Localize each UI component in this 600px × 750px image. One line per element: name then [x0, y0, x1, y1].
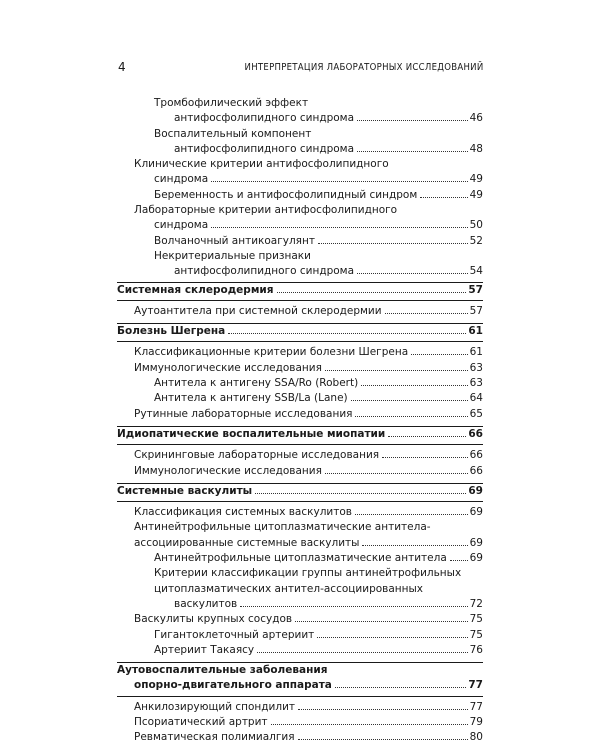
toc-entry	[117, 628, 483, 643]
dot-leader	[277, 292, 467, 293]
toc-entry-row	[117, 678, 483, 693]
toc-entry-row	[117, 345, 483, 360]
toc-entry-row	[117, 427, 483, 442]
toc-entry	[117, 612, 483, 627]
toc-entry-title-line: Критерии классификации группы антинейтрофильных	[154, 567, 462, 580]
toc-page-number: 63	[469, 377, 483, 390]
toc-entry	[117, 643, 483, 658]
toc-page-number: 52	[469, 234, 483, 247]
toc-entry-title: Классификация системных васкулитов	[134, 506, 352, 519]
toc-entry-title: Антинейтрофильные цитоплазматические антитела	[154, 552, 447, 565]
toc-entry-title: Иммунологические исследования	[134, 464, 322, 477]
toc-entry-title: синдрома	[154, 219, 209, 232]
toc-entry-title-line: Антинейтрофильные цитоплазматические антитела-	[134, 521, 431, 534]
toc-entry	[117, 188, 483, 203]
dot-leader	[211, 227, 467, 228]
toc-entry-title: Васкулиты крупных сосудов	[134, 613, 293, 626]
toc-entry-row	[117, 484, 483, 499]
toc-entry	[117, 700, 483, 715]
toc-section-heading	[117, 323, 483, 342]
toc-entry-title: Волчаночный антикоагулянт	[154, 234, 315, 247]
toc-entry-row	[117, 376, 483, 391]
toc-entry-row	[117, 505, 483, 520]
toc-entry-row	[117, 391, 483, 406]
dot-leader	[411, 354, 467, 355]
dot-leader	[361, 385, 467, 386]
toc-entry-title-line: Тромбофилический эффект	[154, 97, 309, 109]
dot-leader	[420, 197, 467, 198]
toc-entry-row	[117, 188, 483, 203]
dot-leader	[325, 473, 468, 474]
toc-entry-row	[117, 407, 483, 422]
toc-entry	[117, 345, 483, 360]
toc-page-number: 65	[469, 407, 483, 420]
toc-page-number: 64	[469, 392, 483, 405]
toc-entry-title: Антитела к антигену SSA/Ro (Robert)	[154, 377, 359, 390]
toc-entry-title: опорно-двигательного аппарата	[134, 679, 332, 692]
dot-leader	[298, 739, 468, 740]
section-divider	[117, 501, 483, 502]
toc-entry-title: антифосфолипидного синдрома	[174, 142, 355, 155]
toc-entry-row	[117, 172, 483, 187]
page-number: 4	[118, 60, 126, 74]
dot-leader	[357, 120, 468, 121]
toc-entry-title: Антитела к антигену SSB/La (Lane)	[154, 392, 348, 405]
toc-entry-title: синдрома	[154, 173, 209, 186]
toc-entry-row	[117, 628, 483, 643]
dot-leader	[450, 560, 468, 561]
toc-page-number: 77	[468, 679, 483, 692]
toc-entry-title-line: Аутовоспалительные заболевания	[117, 664, 328, 677]
dot-leader	[362, 545, 467, 546]
toc-entry	[117, 249, 483, 280]
toc-entry-title: антифосфолипидного синдрома	[174, 112, 355, 125]
toc-entry	[117, 551, 483, 566]
toc-entry	[117, 203, 483, 234]
toc-page-number: 57	[468, 283, 483, 296]
toc-entry	[117, 448, 483, 463]
dot-leader	[385, 313, 468, 314]
dot-leader	[298, 709, 468, 710]
toc-page-number: 69	[469, 552, 483, 565]
toc-page-number: 54	[469, 265, 483, 278]
toc-entry-row	[117, 597, 483, 612]
dot-leader	[271, 724, 468, 725]
dot-leader	[255, 493, 466, 494]
toc-entry	[117, 730, 483, 745]
dot-leader	[355, 514, 468, 515]
toc-page-number: 75	[469, 628, 483, 641]
toc-page-number: 48	[469, 142, 483, 155]
toc-entry-row	[117, 142, 483, 157]
toc-section-heading	[117, 662, 483, 697]
toc-entry-row	[117, 304, 483, 319]
toc-entry	[117, 715, 483, 730]
toc-page-number: 50	[469, 219, 483, 232]
toc-entry	[117, 566, 483, 612]
toc-entry-row	[117, 361, 483, 376]
toc-entry-title: Ревматическая полимиалгия	[134, 731, 295, 744]
toc-page-number: 75	[469, 613, 483, 626]
dot-leader	[228, 333, 466, 334]
toc-page-number: 49	[469, 173, 483, 186]
toc-page-number: 72	[469, 597, 483, 610]
toc-page-number: 66	[469, 464, 483, 477]
dot-leader	[257, 652, 468, 653]
toc-entry-title: Классификационные критерии болезни Шегрена	[134, 346, 409, 359]
toc-page-number: 76	[469, 643, 483, 656]
toc-entry	[117, 520, 483, 551]
toc-page-number: 49	[469, 188, 483, 201]
toc-entry-title: Псориатический артрит	[134, 715, 268, 728]
toc-section-heading	[117, 426, 483, 445]
dot-leader	[317, 637, 467, 638]
toc-page-number: 79	[469, 715, 483, 728]
toc-entry-row	[117, 464, 483, 479]
toc-entry-title-line: Воспалительный компонент	[154, 127, 312, 140]
dot-leader	[355, 416, 467, 417]
toc-entry-title: Гигантоклеточный артериит	[154, 628, 315, 641]
section-divider	[117, 444, 483, 445]
dot-leader	[240, 606, 467, 607]
toc-entry-title: Аутоантитела при системной склеродермии	[134, 304, 382, 317]
toc-page-number: 69	[469, 506, 483, 519]
toc-entry-title: Идиопатические воспалительные миопатии	[117, 427, 386, 440]
toc-page-number: 57	[469, 304, 483, 317]
toc-entry-row	[117, 551, 483, 566]
toc-entry	[117, 464, 483, 479]
toc-entry-row	[117, 612, 483, 627]
toc-entry	[117, 407, 483, 422]
toc-entry	[117, 304, 483, 319]
toc-entry-row	[117, 218, 483, 233]
toc-entry	[117, 505, 483, 520]
toc-entry-row	[117, 324, 483, 339]
toc-entry-row	[117, 700, 483, 715]
dot-leader	[325, 370, 468, 371]
toc-page-number: 66	[468, 427, 483, 440]
toc-entry	[117, 391, 483, 406]
table-of-contents	[117, 96, 483, 746]
toc-entry-row	[117, 111, 483, 126]
toc-page-number: 69	[469, 536, 483, 549]
toc-entry-row	[117, 715, 483, 730]
toc-entry-title: васкулитов	[174, 597, 238, 610]
toc-entry-title: Системная склеродермия	[117, 283, 274, 296]
toc-page-number: 77	[469, 700, 483, 713]
dot-leader	[388, 436, 466, 437]
toc-entry-row	[117, 536, 483, 551]
toc-page-number: 80	[469, 731, 483, 744]
toc-page-number: 63	[469, 361, 483, 374]
toc-entry-row	[117, 234, 483, 249]
toc-page-number: 69	[468, 484, 483, 497]
toc-page-number: 66	[469, 449, 483, 462]
toc-page-number: 46	[469, 112, 483, 125]
toc-entry	[117, 127, 483, 158]
toc-entry-row	[117, 283, 483, 298]
dot-leader	[318, 243, 468, 244]
running-head: ИНТЕРПРЕТАЦИЯ ЛАБОРАТОРНЫХ ИССЛЕДОВАНИЙ	[244, 62, 483, 73]
toc-page-number: 61	[468, 325, 483, 338]
toc-entry-row	[117, 643, 483, 658]
toc-entry-title: Иммунологические исследования	[134, 361, 322, 374]
toc-entry-title: Анкилозирующий спондилит	[134, 700, 296, 713]
toc-entry-title: антифосфолипидного синдрома	[174, 265, 355, 278]
toc-entry-title: Рутинные лабораторные исследования	[134, 407, 353, 420]
dot-leader	[357, 151, 468, 152]
toc-entry-title-line: Клинические критерии антифосфолипидного	[134, 158, 389, 171]
dot-leader	[335, 687, 466, 688]
toc-section-heading	[117, 282, 483, 301]
toc-entry-title-line: Некритериальные признаки	[154, 249, 311, 262]
toc-entry-row	[117, 448, 483, 463]
toc-entry-row	[117, 264, 483, 279]
section-divider	[117, 696, 483, 697]
toc-entry-title: ассоциированные системные васкулиты	[134, 536, 360, 549]
toc-entry-title: Скрининговые лабораторные исследования	[134, 449, 380, 462]
toc-entry-title: Системные васкулиты	[117, 484, 253, 497]
toc-entry-title: Болезнь Шегрена	[117, 325, 226, 338]
dot-leader	[382, 457, 468, 458]
dot-leader	[357, 273, 468, 274]
toc-entry-title: Беременность и антифосфолипидный синдром	[154, 188, 418, 201]
dot-leader	[351, 400, 468, 401]
toc-entry	[117, 376, 483, 391]
toc-entry	[117, 361, 483, 376]
toc-entry	[117, 96, 483, 127]
toc-entry-title: Артериит Такаясу	[154, 643, 255, 656]
toc-entry	[117, 234, 483, 249]
dot-leader	[295, 621, 468, 622]
toc-entry	[117, 157, 483, 188]
toc-entry-title-line: цитоплазматических антител-ассоциированных	[154, 582, 424, 595]
toc-page-number: 61	[469, 346, 483, 359]
section-divider	[117, 300, 483, 301]
toc-entry-title-line: Лабораторные критерии антифосфолипидного	[134, 204, 398, 217]
dot-leader	[211, 181, 467, 182]
toc-entry-row	[117, 730, 483, 745]
section-divider	[117, 341, 483, 342]
toc-section-heading	[117, 483, 483, 502]
